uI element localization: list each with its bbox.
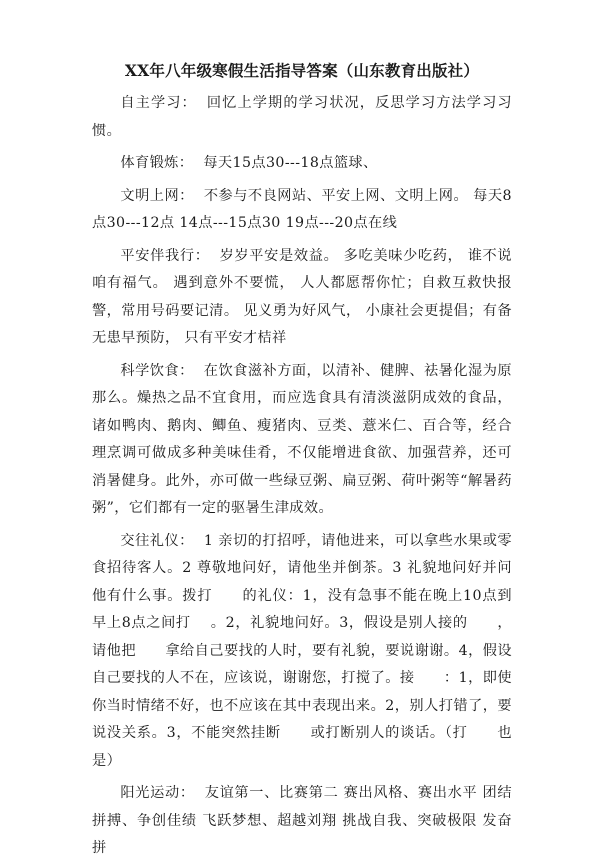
section-text: 在饮食滋补方面，以清补、健脾、祛暑化湿为原那么。燥热之品不宜食用，而应选食具有清淡滋阴成效的食品，诸如鸭肉、鹅肉、鲫鱼、瘦猪肉、豆类、薏米仁、百合等，经合理烹调可做成多种美味佳肴，不仅能增进食欲、加强营养，还可消暑健身。此外，亦可做一些绿豆粥、扁豆粥、荷叶粥等“解暑药粥”，它们都有一定的驱暑生津成效。 bbox=[92, 362, 512, 516]
section-sunshine-sports bbox=[92, 780, 512, 863]
section-physical-exercise bbox=[92, 150, 512, 178]
section-label: 文明上网： bbox=[120, 187, 194, 204]
section-label: 体育锻炼： bbox=[120, 155, 194, 171]
section-label: 交往礼仪： bbox=[120, 532, 194, 549]
section-text: 岁岁平安是效益。 多吃美味少吃药， 谁不说咱有福气。 遇到意外不要慌， 人人都愿帮你忙；自救互救快报警，常用号码要记清。 见义勇为好风气， 小康社会更提倡；有备无患早预防， 只有平安才桔祥 bbox=[92, 247, 513, 346]
section-etiquette bbox=[92, 528, 512, 776]
section-text: 1 亲切的打招呼，请他进来，可以拿些水果或零食招待客人。2 尊敬地问好，请他坐并倒茶。3 礼貌地问好并问他有什么事。拨打 的礼仪：1，没有急事不能在晚上10点到早上8点之间打 。2，礼貌地问好。3，假设是别人接的 ，请他把 拿给自己要找的人时，要有礼貌，要说谢谢。4，假设自己要找的人不在，应该说，谢谢您，打搅了。接 ：1，即使你当时情绪不好，也不应该在其中表现出来。2，别人打错了，要说没关系。3，不能突然挂断 或打断别人的谈话。（打 也是） bbox=[92, 532, 512, 769]
section-self-study bbox=[92, 90, 512, 145]
section-text: 友谊第一、比赛第二 赛出风格、赛出水平 团结拼搏、争创佳绩 飞跃梦想、超越刘翔 挑战自我、突破极限 发奋拼 bbox=[92, 785, 512, 856]
section-civilized-internet bbox=[92, 183, 512, 238]
section-label: 自主学习： bbox=[120, 95, 197, 111]
section-text: 回忆上学期的学习状况，反思学习方法学习习惯。 bbox=[92, 95, 512, 139]
section-text: 每天15点30---18点篮球、 bbox=[203, 155, 378, 171]
document-title: XX年八年级寒假生活指导答案（山东教育出版社） bbox=[124, 61, 480, 80]
section-label: 阳光运动： bbox=[120, 785, 195, 801]
section-label: 科学饮食： bbox=[120, 362, 194, 379]
section-label: 平安伴我行： bbox=[120, 247, 210, 264]
section-text: 不参与不良网站、平安上网、文明上网。 每天8点30---12点 14点---15点30 19点---20点在线 bbox=[92, 187, 512, 231]
section-scientific-diet bbox=[92, 358, 512, 523]
section-safety bbox=[92, 243, 512, 353]
document-page bbox=[92, 56, 512, 868]
